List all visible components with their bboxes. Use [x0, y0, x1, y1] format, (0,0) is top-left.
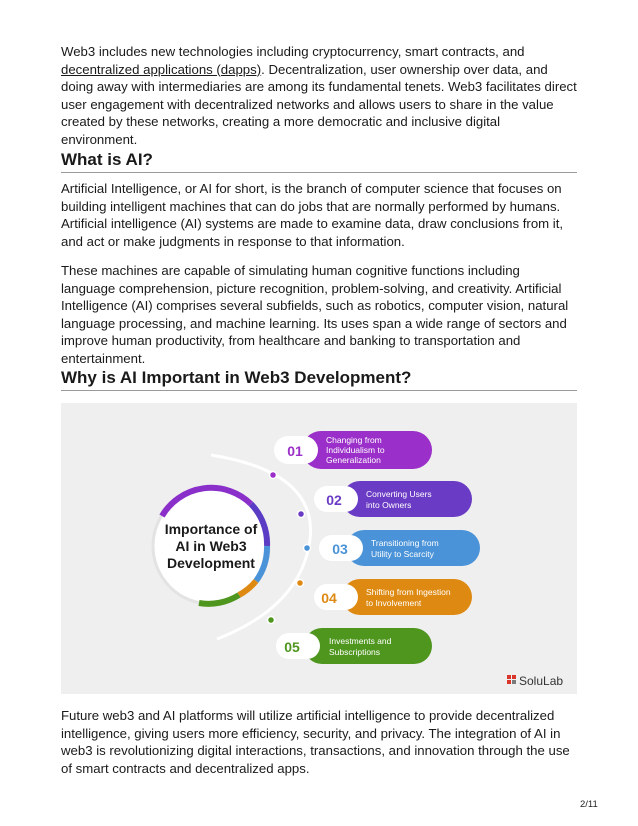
item-01-line2: Individualism to: [326, 445, 385, 455]
intro-text-end: . Decentralization, user ownership over data, and doing away with intermediaries are among its fundamental tenets. Web3 facilitates direct user engagement with decentralized networks and allows users to share in the value created by these networks, creating a more democratic and inclusive digital environment.: [61, 61, 577, 147]
item-04-pill: [342, 579, 472, 615]
section-heading-what-is-ai: What is AI?: [61, 150, 153, 169]
item-05-dot: [268, 617, 275, 624]
item-02-line1: Converting Users: [366, 489, 432, 499]
item-04-line2: to Involvement: [366, 598, 422, 608]
item-04-line1: Shifting from Ingestion: [366, 587, 451, 597]
infographic: [61, 403, 577, 694]
item-04-number: 04: [321, 590, 337, 606]
center-title-line1: Importance of: [164, 521, 258, 537]
item-03-line2: Utility to Scarcity: [371, 549, 434, 559]
item-05-pill: [304, 628, 432, 664]
solulab-logo: [507, 674, 563, 688]
brand-name: SoluLab: [519, 674, 564, 688]
item-03-pill: [346, 530, 480, 566]
item-05-number: 05: [284, 639, 300, 655]
item-03-number: 03: [332, 541, 348, 557]
page-number: 2/11: [580, 799, 598, 810]
conclusion-paragraph: Future web3 and AI platforms will utilize artificial intelligence to provide decentralized intelligence, giving users more efficiency, security, and privacy. The integration of AI in web3 is revolutionizing digital interactions, transactions, and innovation through the use of smart contracts and decentralized apps.: [61, 708, 570, 776]
ai-capabilities-paragraph: These machines are capable of simulating human cognitive functions including language comprehension, picture recognition, problem-solving, and creativity. Artificial Intelligence (AI) comprises several subfields, such as robotics, computer vision, natural language processing, and machine learning. Its uses span a wide range of sectors and improve human productivity, from healthcare and banking to transportation and entertainment.: [61, 263, 569, 366]
intro-text-start: Web3 includes new technologies including cryptocurrency, smart contracts, and: [61, 44, 525, 59]
intro-paragraph: [61, 43, 577, 149]
item-02-pill: [342, 481, 472, 517]
item-02-line2: into Owners: [366, 500, 412, 510]
item-03-line1: Transitioning from: [371, 538, 439, 548]
heading-divider: [61, 172, 577, 173]
item-05-line1: Investments and: [329, 636, 392, 646]
center-title-line3: Development: [167, 555, 255, 571]
item-01-number: 01: [287, 443, 303, 459]
ai-definition-paragraph: Artificial Intelligence, or AI for short, is the branch of computer science that focuses on building intelligent machines that can do jobs that are normally performed by humans. Artificial intelligence (AI) systems are made to examine data, draw conclusions from it, and act or make judgments in response to that information.: [61, 181, 564, 249]
infographic-graphic: [61, 403, 577, 694]
item-01-line3: Generalization: [326, 455, 381, 465]
item-04-dot: [297, 580, 304, 587]
item-01-line1: Changing from: [326, 435, 382, 445]
item-02-number: 02: [326, 492, 342, 508]
heading-divider: [61, 390, 577, 391]
item-05-line2: Subscriptions: [329, 647, 381, 657]
dapps-link[interactable]: decentralized applications (dapps): [61, 61, 262, 77]
section-heading-why-ai-important: Why is AI Important in Web3 Development?: [61, 368, 412, 387]
center-title-line2: AI in Web3: [175, 538, 247, 554]
item-03-dot: [304, 545, 311, 552]
item-02-dot: [298, 511, 305, 518]
item-01-dot: [270, 472, 277, 479]
